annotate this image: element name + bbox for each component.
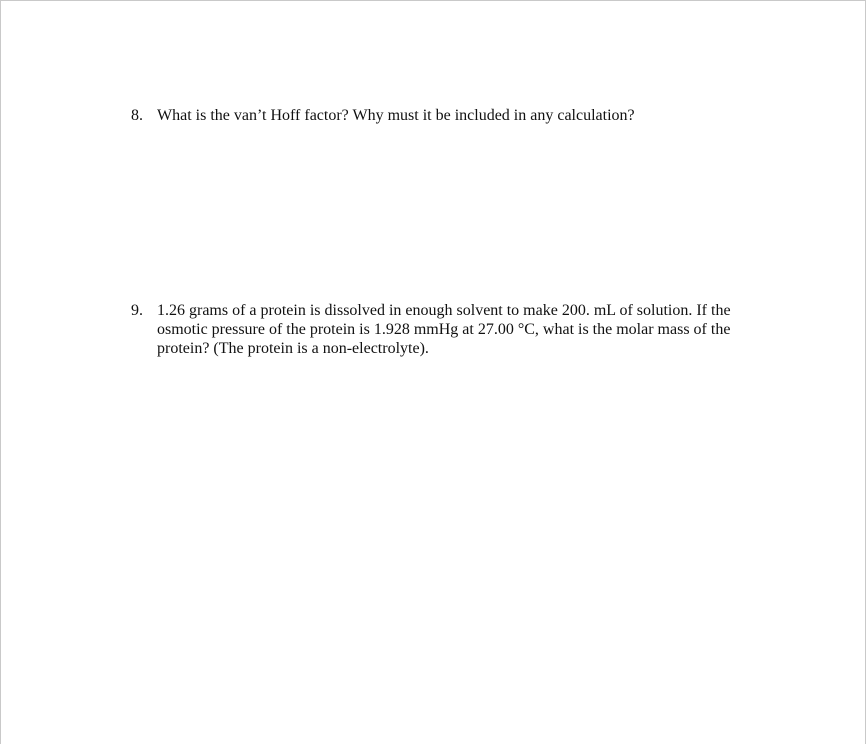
question-text: What is the van’t Hoff factor? Why must it be included in any calculation? — [157, 107, 635, 124]
question-8 — [131, 106, 771, 125]
question-number: 8. — [131, 107, 143, 124]
question-number: 9. — [131, 302, 143, 319]
question-9 — [131, 301, 771, 358]
question-text: 1.26 grams of a protein is dissolved in enough solvent to make 200. mL of solution. If the osmotic pressure of the protein is 1.928 mmHg at 27.00 °C, what is the molar mass of the protein? (The protein is a non-electrolyte). — [157, 302, 731, 357]
